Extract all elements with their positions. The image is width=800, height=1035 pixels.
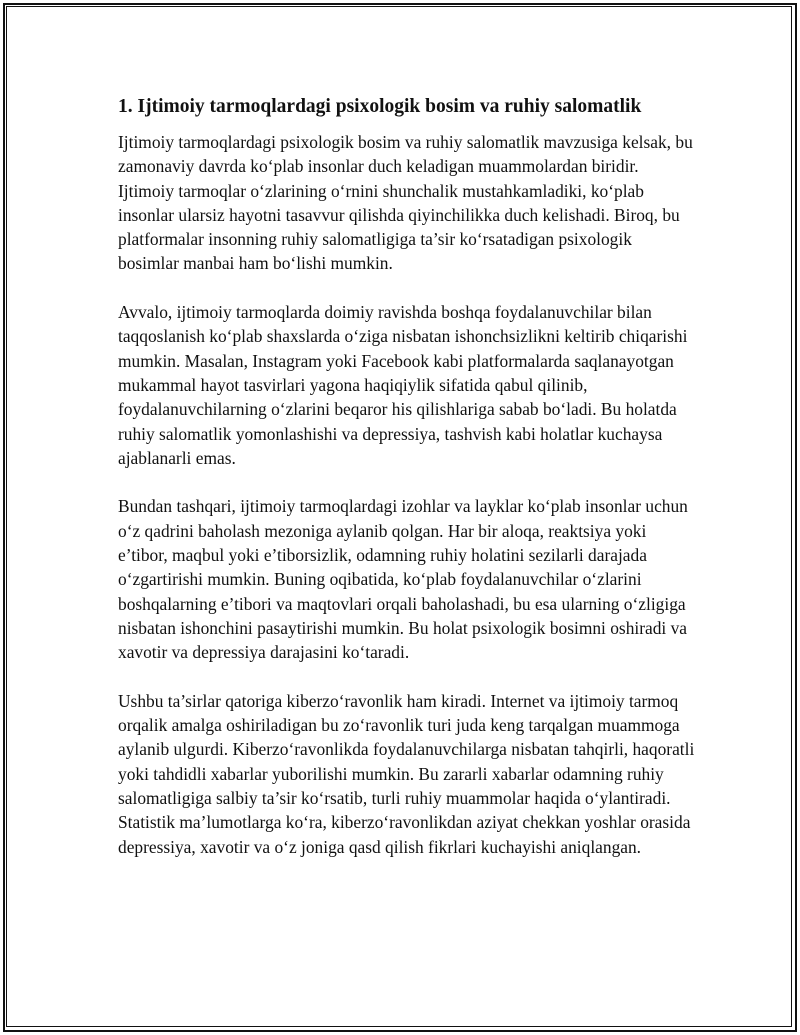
document-body bbox=[118, 94, 696, 859]
paragraph-3: Bundan tashqari, ijtimoiy tarmoqlardagi izohlar va layklar ko‘plab insonlar uchun o‘z qadrini baholash mezoniga aylanib qolgan. Har bir aloqa, reaktsiya yoki e’tibor, maqbul yoki e’tiborsizlik, odamning ruhiy holatini sezilarli darajada o‘zgartirishi mumkin. Buning oqibatida, ko‘plab foydalanuvchilar o‘zlarini boshqalarning e’tibori va maqtovlari orqali baholashadi, bu esa ularning o‘zligiga nisbatan ishonchini pasaytirishi mumkin. Bu holat psixologik bosimni oshiradi va xavotir va depressiya darajasini ko‘taradi. bbox=[118, 496, 688, 663]
section-heading: 1. Ijtimoiy tarmoqlardagi psixologik bosim va ruhiy salomatlik bbox=[118, 96, 642, 117]
paragraph-2: Avvalo, ijtimoiy tarmoqlarda doimiy ravishda boshqa foydalanuvchilar bilan taqqoslanish ko‘plab shaxslarda o‘ziga nisbatan ishonchsizlikni keltirib chiqarishi mumkin. Masalan, Instagram yoki Facebook kabi platformalarda saqlanayotgan mukammal hayot tasvirlari yagona haqiqiylik sifatida qabul qilinib, foydalanuvchilarning o‘zlarini beqaror his qilishlariga sabab bo‘ladi. Bu holatda ruhiy salomatlik yomonlashishi va depressiya, tashvish kabi holatlar kuchaysa ajablanarli emas. bbox=[118, 302, 688, 468]
paragraph-4: Ushbu ta’sirlar qatoriga kiberzo‘ravonlik ham kiradi. Internet va ijtimoiy tarmoq orqalik amalga oshiriladigan bu zo‘ravonlik turi juda keng tarqalgan muammoga aylanib ulgurdi. Kiberzo‘ravonlikda foydalanuvchilarga nisbatan tahqirli, haqoratli yoki tahdidli xabarlar yuborilishi mumkin. Bu zararli xabarlar odamning ruhiy salomatligiga salbiy ta’sir ko‘rsatib, turli ruhiy muammolar haqida o‘ylantiradi. Statistik ma’lumotlarga ko‘ra, kiberzo‘ravonlikdan aziyat chekkan yoshlar orasida depressiya, xavotir va o‘z joniga qasd qilish fikrlari kuchayishi aniqlangan. bbox=[118, 690, 695, 857]
paragraph-1: Ijtimoiy tarmoqlardagi psixologik bosim va ruhiy salomatlik mavzusiga kelsak, bu zamonaviy davrda ko‘plab insonlar duch keladigan muammolardan biridir. Ijtimoiy tarmoqlar o‘zlarining o‘rnini shunchalik mustahkamladiki, ko‘plab insonlar ularsiz hayotni tasavvur qilishda qiyinchilikka duch kelishadi. Biroq, bu platformalar insonning ruhiy salomatligiga ta’sir ko‘rsatadigan psixologik bosimlar manbai ham bo‘lishi mumkin. bbox=[118, 132, 693, 274]
